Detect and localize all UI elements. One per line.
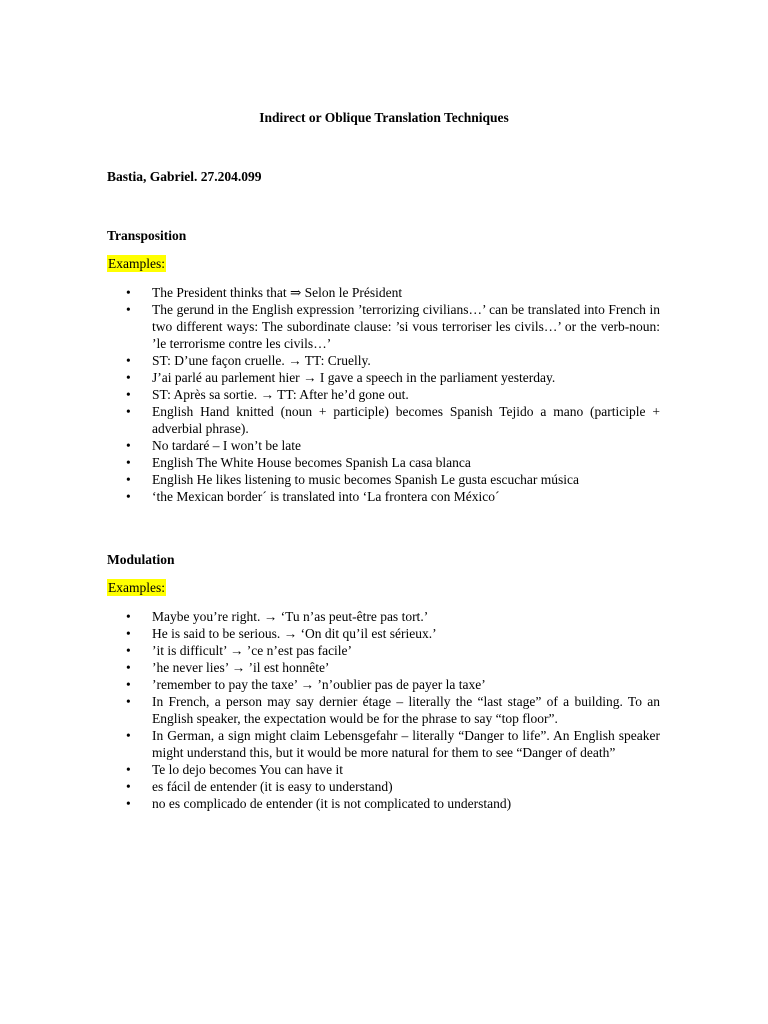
bullet-icon: •	[126, 694, 131, 709]
list-item: • The President thinks that ⇒ Selon le Président	[126, 285, 403, 300]
author-line: Bastia, Gabriel. 27.204.099	[107, 169, 262, 184]
bullet-icon: •	[126, 762, 131, 777]
bullet-icon: •	[126, 438, 131, 453]
transposition-section	[107, 227, 660, 505]
list-item: • Maybe you’re right. → ‘Tu n’as peut-être pas tort.’	[126, 609, 429, 624]
list-item: • No tardaré – I won’t be late	[126, 438, 301, 453]
transposition-examples-label: Examples:	[108, 256, 165, 271]
list-item: • es fácil de entender (it is easy to understand)	[126, 779, 393, 794]
document-title: Indirect or Oblique Translation Techniques	[259, 110, 509, 125]
list-item: • In German, a sign might claim Lebensgefahr – literally “Danger to life”. An English speaker might understand this, but it would be more natural for them to see “Danger of death”	[126, 728, 660, 760]
bullet-icon: •	[126, 660, 131, 675]
modulation-section	[107, 551, 660, 812]
modulation-heading: Modulation	[107, 552, 175, 567]
list-item: • ’he never lies’ → ’il est honnête’	[126, 660, 330, 675]
bullet-icon: •	[126, 370, 131, 385]
modulation-list	[107, 608, 660, 812]
bullet-icon: •	[126, 387, 131, 402]
list-item: • ’remember to pay the taxe’ → ’n’oublier pas de payer la taxe’	[126, 677, 486, 692]
list-item: • ST: Après sa sortie. → TT: After he’d gone out.	[126, 387, 409, 402]
bullet-icon: •	[126, 728, 131, 743]
list-item: • J’ai parlé au parlement hier → I gave a speech in the parliament yesterday.	[126, 370, 556, 385]
list-item: • Te lo dejo becomes You can have it	[126, 762, 344, 777]
list-item: • English He likes listening to music becomes Spanish Le gusta escuchar música	[126, 472, 580, 487]
bullet-icon: •	[126, 677, 131, 692]
bullet-icon: •	[126, 489, 131, 504]
list-item: • In French, a person may say dernier étage – literally the “last stage” of a building. To an English speaker, the expectation would be for the phrase to say “top floor”.	[126, 694, 660, 726]
transposition-heading: Transposition	[107, 228, 187, 243]
bullet-icon: •	[126, 285, 131, 300]
list-item: • ‘the Mexican border´ is translated into ‘La frontera con México´	[126, 489, 500, 504]
bullet-icon: •	[126, 609, 131, 624]
bullet-icon: •	[126, 796, 131, 811]
bullet-icon: •	[126, 779, 131, 794]
bullet-icon: •	[126, 455, 131, 470]
modulation-examples-label: Examples:	[108, 580, 165, 595]
bullet-icon: •	[126, 302, 131, 317]
list-item: • no es complicado de entender (it is not complicated to understand)	[126, 796, 512, 811]
list-item: • He is said to be serious. → ‘On dit qu’il est sérieux.’	[126, 626, 437, 641]
bullet-icon: •	[126, 353, 131, 368]
list-item: • English The White House becomes Spanish La casa blanca	[126, 455, 471, 470]
list-item: • The gerund in the English expression ’terrorizing civilians…’ can be translated into French in two different ways: The subordinate clause: ’si vous terroriser les civils…’ or the verb-noun: ’le terrorisme contre les civils…’	[126, 302, 660, 351]
transposition-list	[107, 284, 660, 505]
list-item: • ST: D’une façon cruelle. → TT: Cruelly.	[126, 353, 371, 368]
bullet-icon: •	[126, 404, 131, 419]
bullet-icon: •	[126, 626, 131, 641]
list-item: • English Hand knitted (noun + participle) becomes Spanish Tejido a mano (participle + adverbial phrase).	[126, 404, 660, 436]
list-item: • ’it is difficult’ → ’ce n’est pas facile’	[126, 643, 353, 658]
bullet-icon: •	[126, 472, 131, 487]
bullet-icon: •	[126, 643, 131, 658]
